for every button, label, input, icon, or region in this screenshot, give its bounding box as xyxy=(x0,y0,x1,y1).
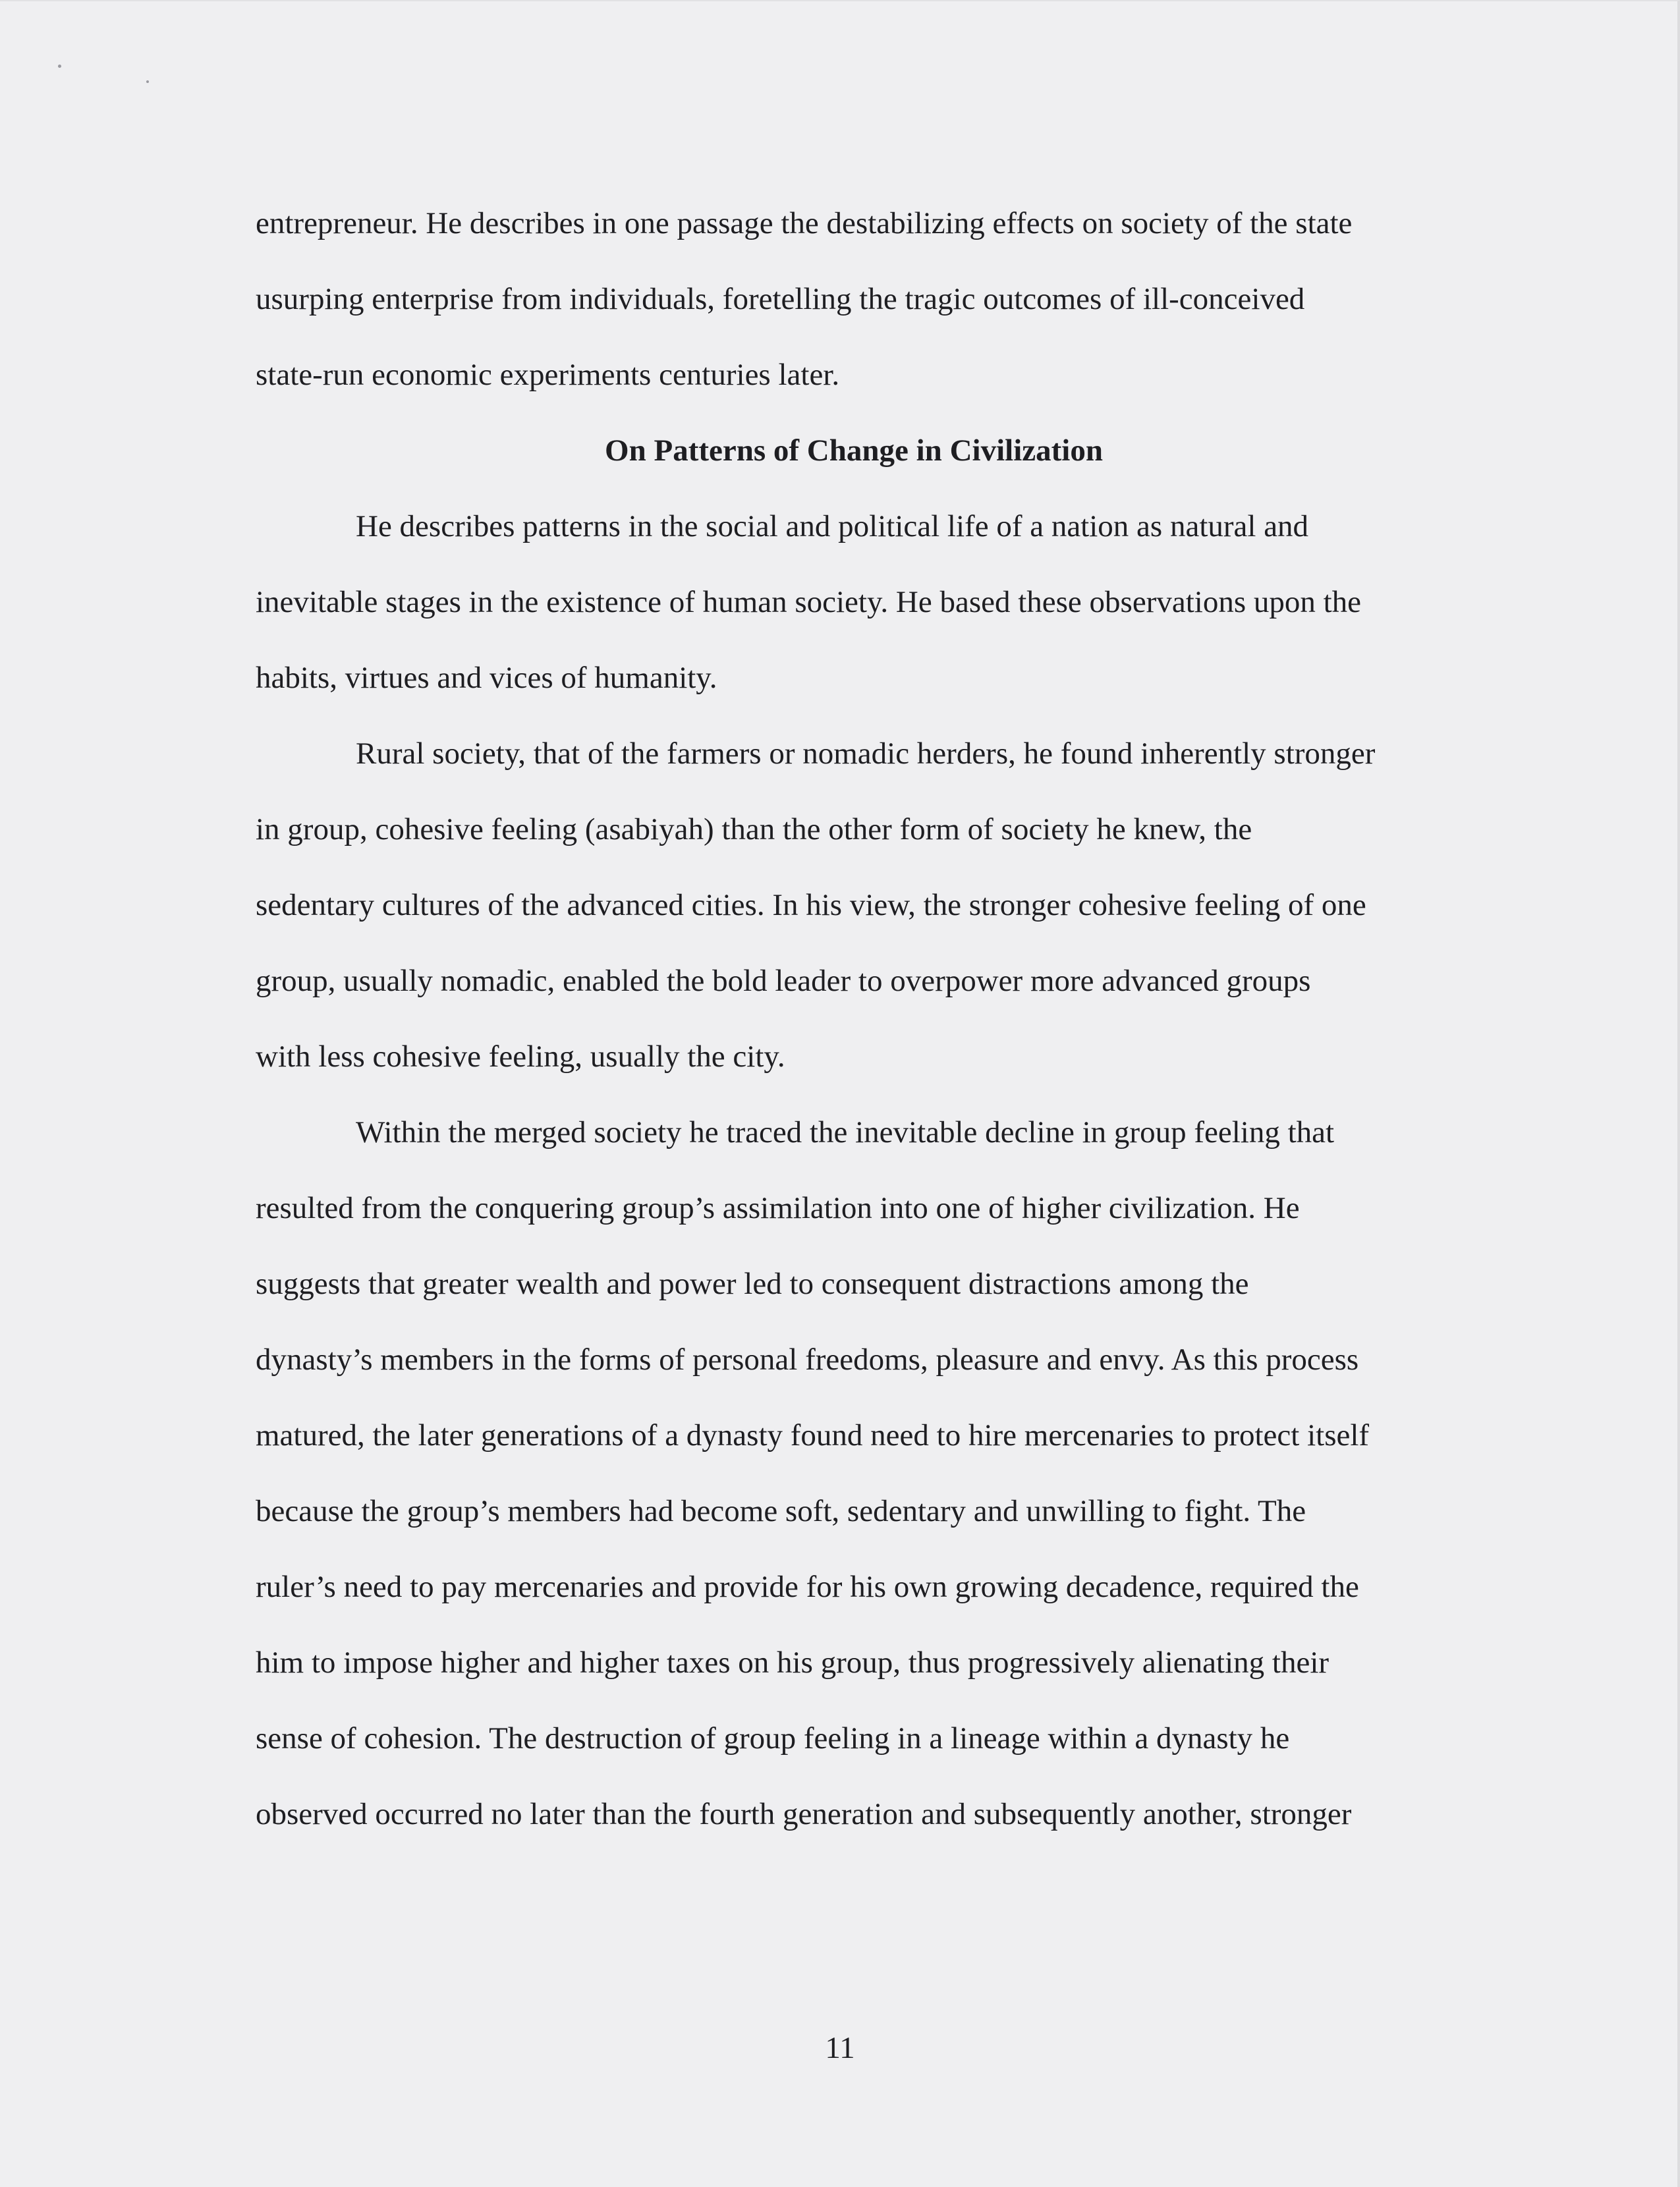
scan-speck xyxy=(58,65,61,68)
text-line: ruler’s need to pay mercenaries and provide for his own growing decadence, required the xyxy=(256,1570,1359,1604)
text-line: him to impose higher and higher taxes on his group, thus progressively alienating their xyxy=(256,1646,1330,1680)
text-line: because the group’s members had become soft, sedentary and unwilling to fight. The xyxy=(256,1494,1306,1528)
page-number: 11 xyxy=(825,2031,855,2065)
text-line: suggests that greater wealth and power led to consequent distractions among the xyxy=(256,1267,1249,1301)
text-line: resulted from the conquering group’s assimilation into one of higher civilization. He xyxy=(256,1191,1300,1225)
scan-speck xyxy=(146,80,149,83)
body-text xyxy=(256,186,1442,1852)
text-line: sedentary cultures of the advanced cities. In his view, the stronger cohesive feeling of one xyxy=(256,888,1366,922)
text-line: Within the merged society he traced the inevitable decline in group feeling that xyxy=(356,1115,1335,1149)
text-line: habits, virtues and vices of humanity. xyxy=(256,661,717,695)
text-line: matured, the later generations of a dynasty found need to hire mercenaries to protect itself xyxy=(256,1418,1370,1453)
text-line: state-run economic experiments centuries later. xyxy=(256,358,840,392)
section-heading: On Patterns of Change in Civilization xyxy=(605,433,1103,468)
text-line: with less cohesive feeling, usually the city. xyxy=(256,1039,785,1074)
text-line: entrepreneur. He describes in one passage the destabilizing effects on society of the state xyxy=(256,206,1353,240)
text-line: inevitable stages in the existence of human society. He based these observations upon the xyxy=(256,585,1362,619)
text-line: dynasty’s members in the forms of personal freedoms, pleasure and envy. As this process xyxy=(256,1343,1359,1377)
text-line: group, usually nomadic, enabled the bold leader to overpower more advanced groups xyxy=(256,964,1311,998)
text-line: observed occurred no later than the fourth generation and subsequently another, stronger xyxy=(256,1797,1352,1831)
text-line: usurping enterprise from individuals, foretelling the tragic outcomes of ill-conceived xyxy=(256,282,1305,316)
text-line: sense of cohesion. The destruction of group feeling in a lineage within a dynasty he xyxy=(256,1721,1290,1756)
text-line: He describes patterns in the social and political life of a nation as natural and xyxy=(356,509,1309,543)
text-line: Rural society, that of the farmers or nomadic herders, he found inherently stronger xyxy=(356,736,1376,771)
text-line: in group, cohesive feeling (asabiyah) than the other form of society he knew, the xyxy=(256,812,1252,846)
